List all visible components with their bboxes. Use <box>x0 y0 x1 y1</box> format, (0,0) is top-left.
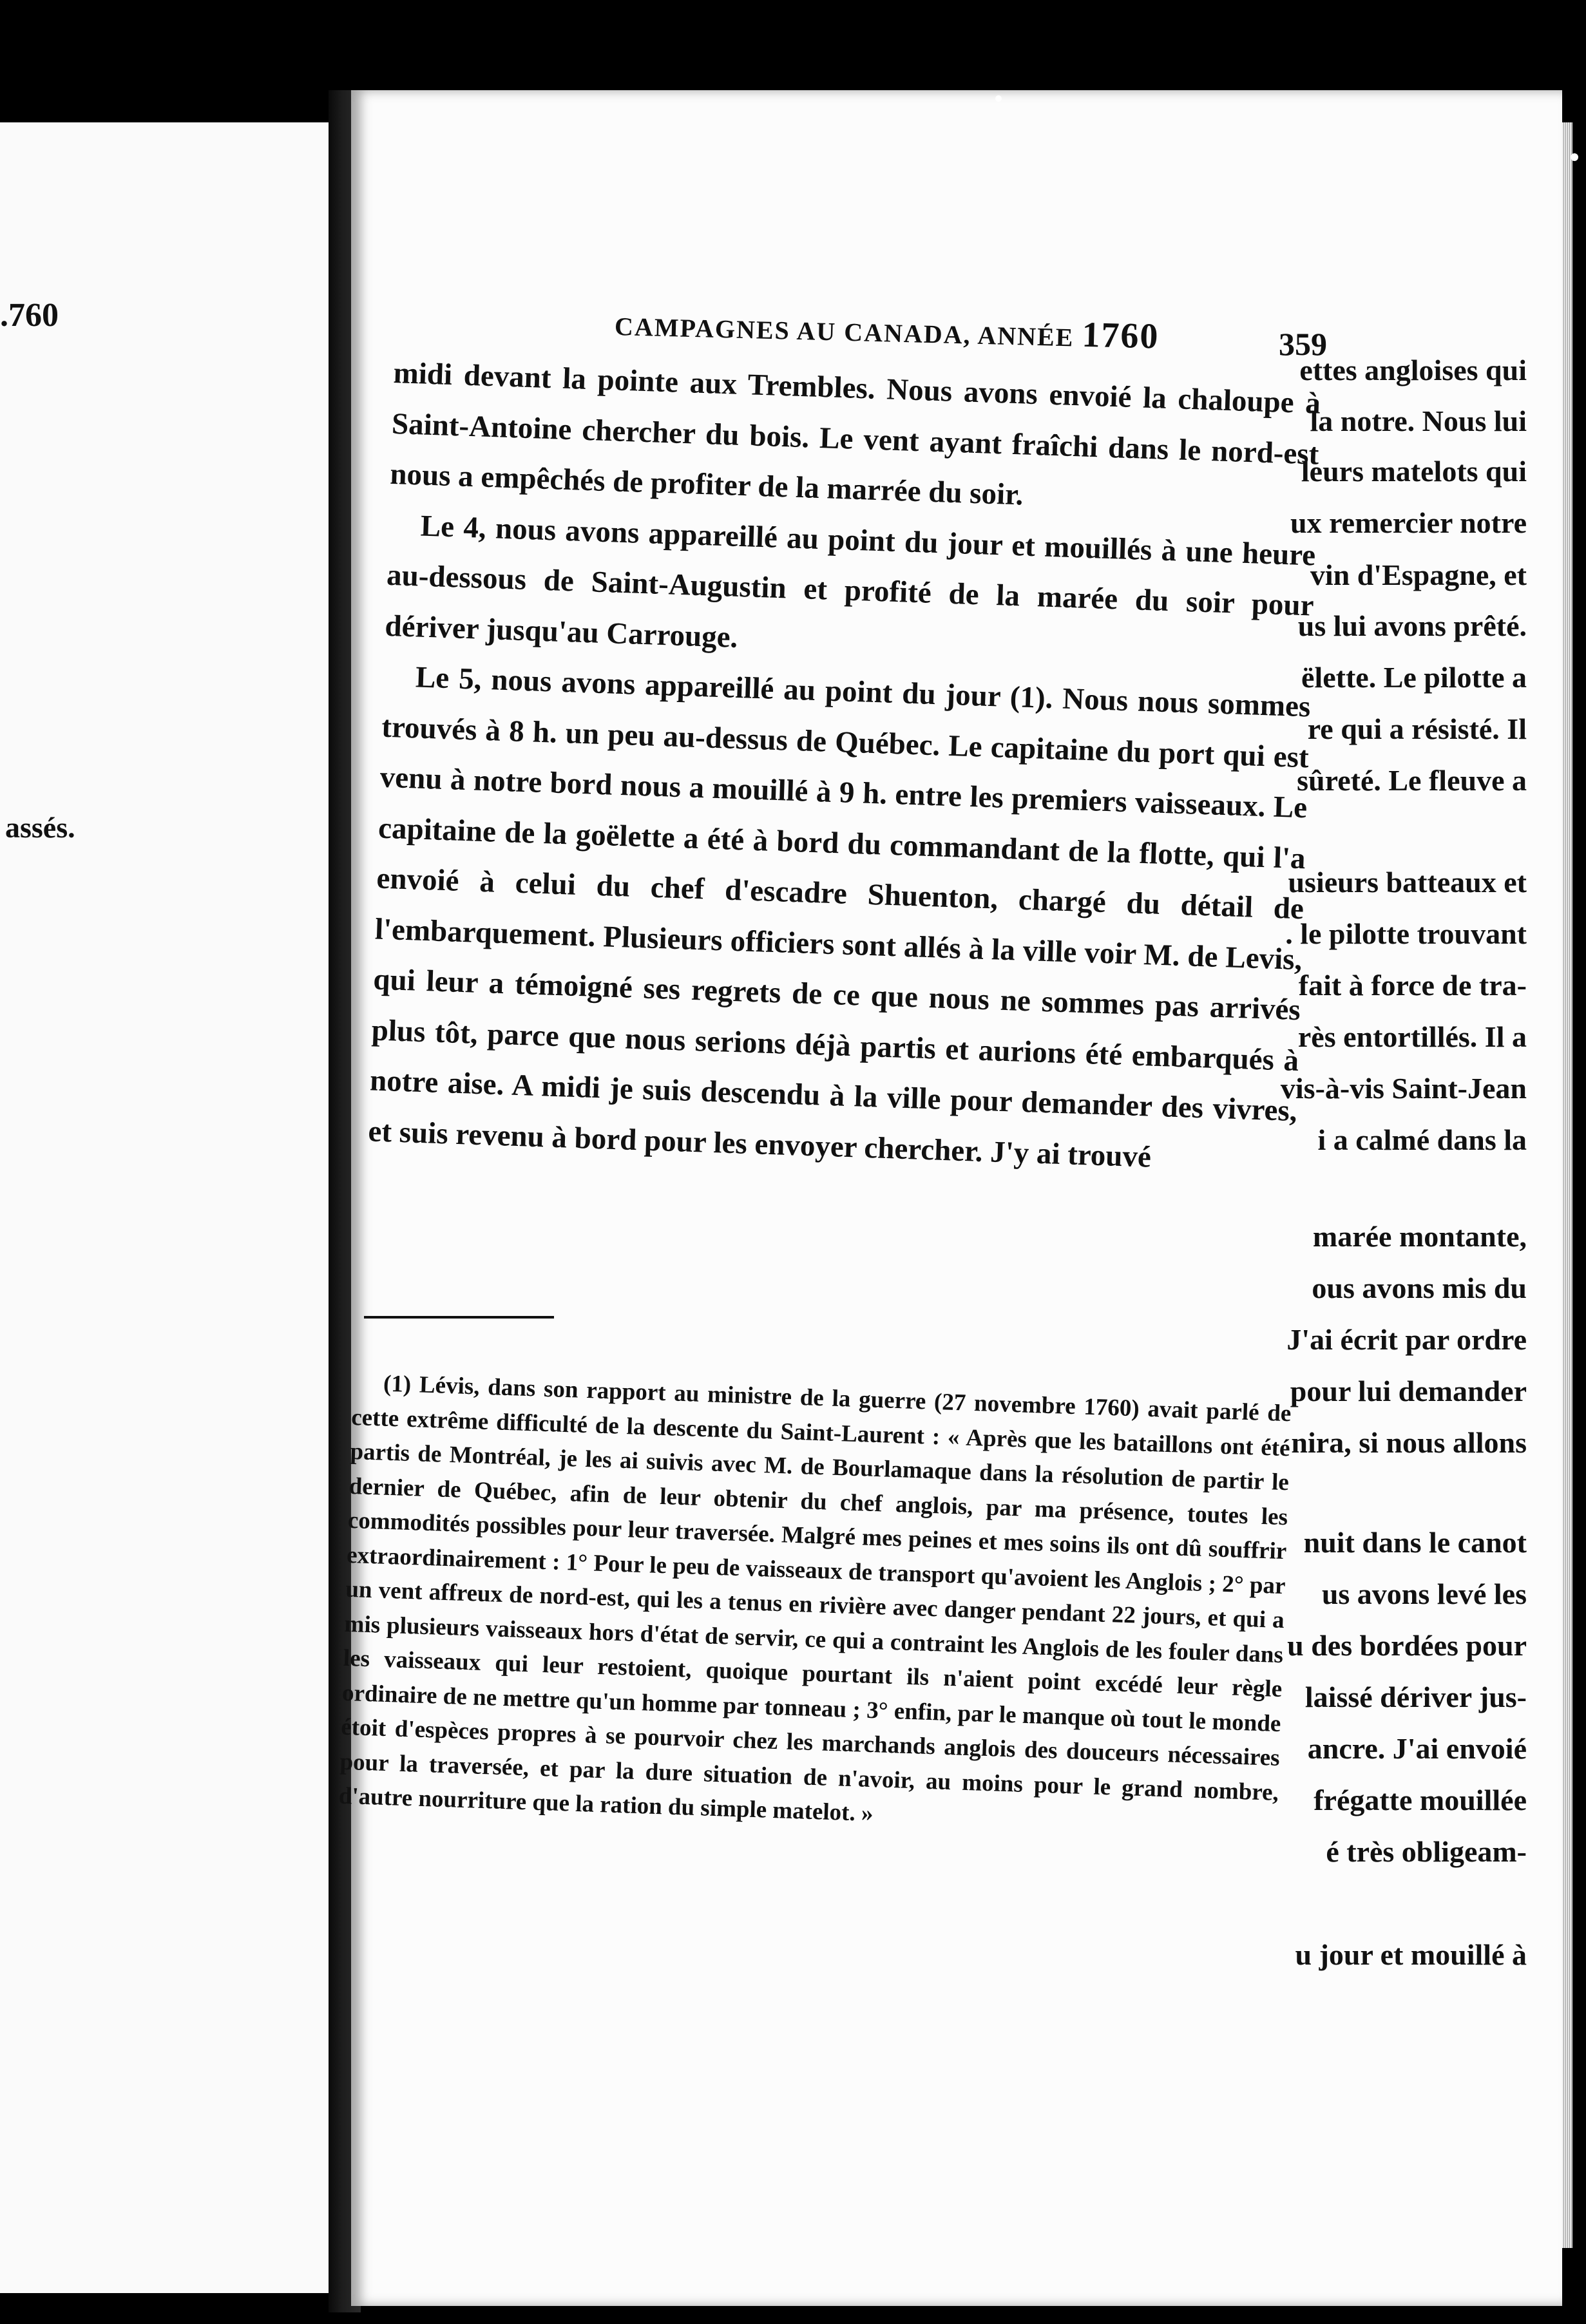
left-line: vin d'Espagne, et <box>1310 558 1527 591</box>
left-line: nuit dans le canot <box>1303 1526 1527 1559</box>
left-line: laissé dériver jus- <box>1304 1681 1527 1713</box>
left-line: rès entortillés. Il a <box>1297 1020 1527 1053</box>
left-line: i a calmé dans la <box>1317 1123 1527 1156</box>
left-line: assés. <box>5 811 75 844</box>
left-line: re qui a résisté. Il <box>1307 712 1527 745</box>
left-line: pour lui demander <box>1290 1375 1527 1407</box>
scan-speck <box>995 95 1002 102</box>
page-edges <box>1562 122 1572 2248</box>
paragraph: Le 5, nous avons appareillé au point du jour (1). Nous nous sommes trouvés à 8 h. un peu au-dessus de Québec. Le capitaine du port qui est venu à notre bord nous a mouillé à 9 h. entre les premiers vaisseaux. Le capitaine de la goëlette a été à bord du commandant de la flotte, qui l'a envoié à celui du chef d'escadre Shuenton, chargé du détail de l'embarquement. Plusieurs officiers sont allés à la ville voir M. de Levis, qui leur a témoigné ses regrets de ce que nous ne sommes pas arrivés plus tôt, parce que nous serions déjà partis et aurions été embarqués à notre aise. A midi je suis descendu à la ville pour demander des vivres, et suis revenu à bord pour les envoyer chercher. J'y ai trouvé <box>367 660 1312 1174</box>
footnote: (1) Lévis, dans son rapport au ministre de la guerre (27 novembre 1760) avait parlé de cette extrême difficulté de la descente du Saint-Laurent : « Après que les bataillons ont été partis de Montréal, je les ai suivis avec M. de Bourlamaque dans la résolution de partir le dernier de Québec, afin de leur obtenir du chef anglois, par ma présence, toutes les commodités possibles pour leur traversée. Malgré mes peines et mes soins ils ont dû souffrir extraordinairement : 1° Pour le peu de vaisseaux de transport qu'avoient les Anglois ; 2° par un vent affreux de nord-est, qui les a tenus en rivière avec danger pendant 22 jours, et qui a mis plusieurs vaisseaux hors d'état de servir, ce qui a contraint les Anglois de les fouler dans les vaisseaux qui leur restoient, quoique pourtant ils n'aient point excédé leur règle ordinaire de ne mettre qu'un homme par tonneau ; 3° enfin, par le manque où tout le monde étoit d'espèces propres à se pourvoir chez les marchands anglois des douceurs nécessaires pour la traversée, et par la dure situation de n'avoir, au moins pour le grand nombre, d'autre nourriture que la ration du simple matelot. » <box>338 1370 1292 1827</box>
scan-speck <box>1571 153 1578 161</box>
left-line: . le pilotte trouvant <box>1285 917 1527 950</box>
left-line: u jour et mouillé à <box>1295 1938 1527 1971</box>
left-line: marée montante, <box>1312 1220 1527 1253</box>
left-line: ëlette. Le pilotte a <box>1301 661 1527 694</box>
running-header-year: 1760 <box>1081 314 1160 357</box>
left-line: sûreté. Le fleuve a <box>1297 764 1527 797</box>
left-line: leurs matelots qui <box>1301 455 1527 488</box>
running-header-title: CAMPAGNES AU CANADA, ANNÉE <box>614 311 1075 352</box>
left-line: frégatte mouillée <box>1314 1784 1527 1816</box>
left-line: u des bordées pour <box>1287 1629 1527 1662</box>
left-line: la notre. Nous lui <box>1310 405 1527 437</box>
left-page <box>0 122 329 2293</box>
left-line: vis-à-vis Saint-Jean <box>1280 1072 1527 1105</box>
left-line: ux remercier notre <box>1290 506 1527 539</box>
left-line: us avons levé les <box>1321 1577 1527 1610</box>
paragraph: Le 4, nous avons appareillé au point du jour et mouillés à une heure au-dessous de Saint-Augustin et profité de la marée du soir pour dériver jusqu'au Carrouge. <box>384 509 1316 654</box>
left-line: J'ai écrit par ordre <box>1286 1323 1527 1356</box>
left-line: nira, si nous allons <box>1291 1426 1527 1459</box>
left-line: us lui avons prêté. <box>1297 609 1527 642</box>
left-page-header: .760 <box>0 297 59 334</box>
left-line: ettes angloises qui <box>1299 354 1527 386</box>
left-line: ous avons mis du <box>1312 1272 1527 1304</box>
left-line: fait à force de tra- <box>1298 969 1527 1002</box>
main-text <box>367 348 1321 1187</box>
left-line: é très obligeam- <box>1326 1835 1527 1868</box>
paragraph: midi devant la pointe aux Trembles. Nous avons envoié la chaloupe à Saint-Antoine chercher du bois. Le vent ayant fraîchi dans le nord-est nous a empêchés de profiter de la marrée du soir. <box>389 356 1321 512</box>
left-line: usieurs batteaux et <box>1288 866 1527 899</box>
left-line: ancre. J'ai envoié <box>1307 1732 1527 1765</box>
footnote-rule <box>364 1316 554 1319</box>
page-number: 359 <box>1279 326 1327 362</box>
